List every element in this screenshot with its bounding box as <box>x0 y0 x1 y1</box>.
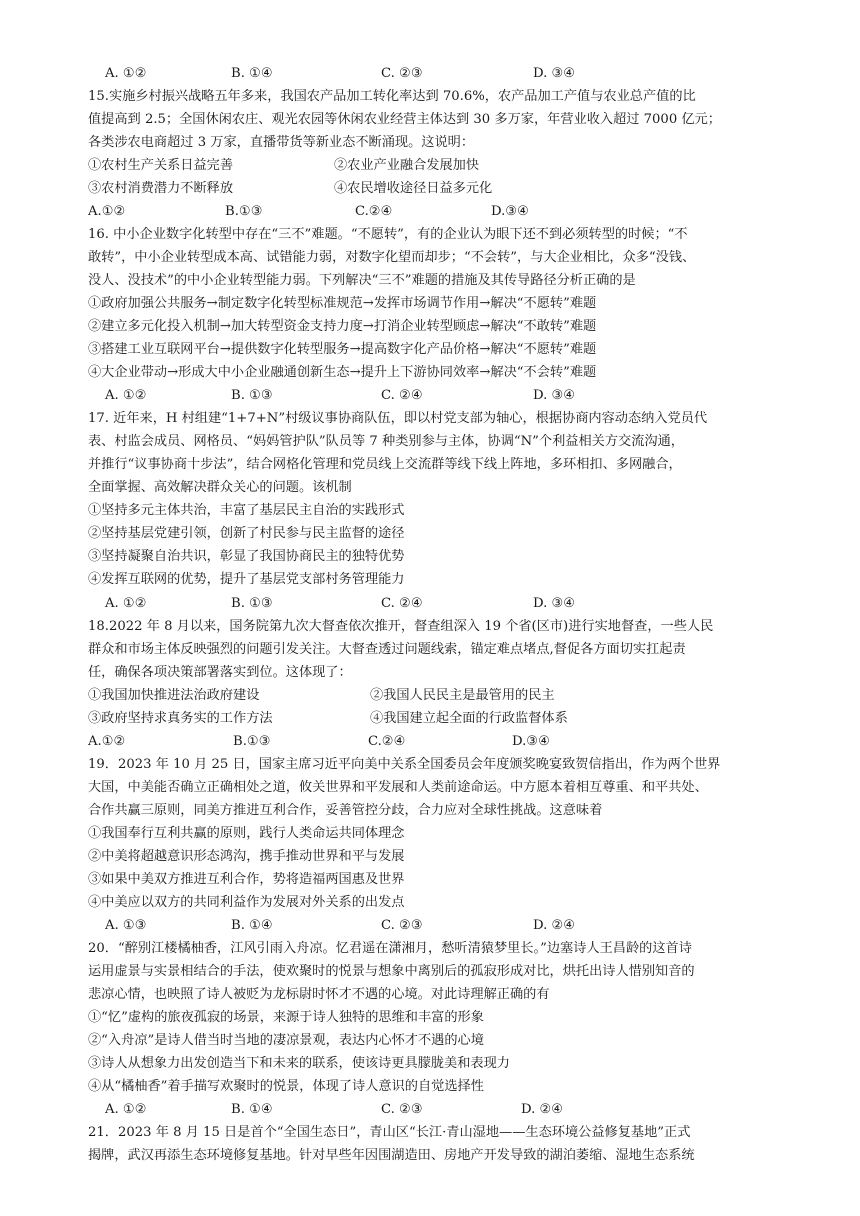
q15-option-a[interactable]: A.①② <box>88 204 126 219</box>
q18-item-1: ①我国加快推进法治政府建设 <box>88 688 260 703</box>
q16-item-4: ④大企业带动→形成大中小企业融通创新生态→提升上下游协同效率→解决“不会转”难题 <box>88 365 597 380</box>
q16-item-1: ①政府加强公共服务→制定数字化转型标准规范→发挥市场调节作用→解决“不愿转”难题 <box>88 296 597 311</box>
q15-item-1: ①农村生产关系日益完善 <box>88 158 234 173</box>
q14-option-b[interactable]: B. ①④ <box>231 66 273 81</box>
q19-item-2: ②中美将超越意识形态鸿沟，携手推动世界和平与发展 <box>88 849 405 864</box>
q15-item-2: ②农业产业融合发展加快 <box>334 158 480 173</box>
q17-item-4: ④发挥互联网的优势，提升了基层党支部村务管理能力 <box>88 572 405 587</box>
q15-options <box>88 200 788 223</box>
q15-option-b[interactable]: B.①③ <box>225 204 263 219</box>
q18-options <box>88 730 788 753</box>
q18-stem-line: 群众和市场主体反映强烈的问题引发关注。大督查透过问题线索，锚定难点堵点,督促各方面切实扛起责 <box>88 642 686 657</box>
q19-options <box>88 914 788 937</box>
q16-option-a[interactable]: A. ①② <box>105 388 147 403</box>
q18-item-4: ④我国建立起全面的行政监督体系 <box>370 711 568 726</box>
q17-options <box>88 592 788 615</box>
q20-stem-line: 悲凉心情，也映照了诗人被贬为龙标尉时怀才不遇的心境。对此诗理解正确的有 <box>88 987 550 1002</box>
q16-stem-line: 没人、没技术”的中小企业转型能力弱。下列解决“三不”难题的措施及其传导路径分析正确的是 <box>88 273 636 288</box>
q14-option-c[interactable]: C. ②③ <box>381 66 423 81</box>
q18-stem-line: 任，确保各项决策部署落实到位。这体现了： <box>88 665 352 680</box>
q17-option-a[interactable]: A. ①② <box>105 596 147 611</box>
q18-items-row <box>88 707 788 730</box>
q15-item-3: ③农村消费潜力不断释放 <box>88 181 234 196</box>
q19-option-c[interactable]: C. ②③ <box>381 918 423 933</box>
q15-items-row <box>88 154 788 177</box>
q18-option-a[interactable]: A.①② <box>88 734 126 749</box>
q21-stem-line: 揭牌，武汉再添生态环境修复基地。针对早些年因围湖造田、房地产开发导致的湖泊萎缩、湿地生态系统 <box>88 1148 695 1163</box>
q16-option-b[interactable]: B. ①③ <box>231 388 273 403</box>
q20-item-3: ③诗人从想象力出发创造当下和未来的联系，使该诗更具朦胧美和表现力 <box>88 1056 510 1071</box>
q19-item-3: ③如果中美双方推进互利合作，势将造福两国惠及世界 <box>88 872 405 887</box>
q19-item-4: ④中美应以双方的共同利益作为发展对外关系的出发点 <box>88 895 405 910</box>
q18-item-2: ②我国人民民主是最管用的民主 <box>370 688 555 703</box>
q15-option-d[interactable]: D.③④ <box>491 204 529 219</box>
q16-stem-line: 16. 中小企业数字化转型中存在“三不”难题。“不愿转”，有的企业认为眼下还不到必须转型的时候；“不 <box>88 227 688 242</box>
q17-item-2: ②坚持基层党建引领，创新了村民参与民主监督的途径 <box>88 526 405 541</box>
q17-stem-line: 全面掌握、高效解决群众关心的问题。该机制 <box>88 480 352 495</box>
q20-item-2: ②“入舟凉”是诗人借当时当地的凄凉景观，表达内心怀才不遇的心境 <box>88 1033 484 1048</box>
q20-option-a[interactable]: A. ①② <box>105 1102 147 1117</box>
q17-item-1: ①坚持多元主体共治，丰富了基层民主自治的实践形式 <box>88 503 405 518</box>
q20-item-4: ④从“橘柚香”着手描写欢聚时的悦景，体现了诗人意识的自觉选择性 <box>88 1079 484 1094</box>
q19-option-a[interactable]: A. ①③ <box>105 918 147 933</box>
q15-item-4: ④农民增收途径日益多元化 <box>334 181 493 196</box>
q18-stem-line: 18.2022 年 8 月以来，国务院第九次大督查依次推开，督查组深入 19 个省(区市)进行实地督查，一些人民 <box>88 619 714 634</box>
q16-options <box>88 384 788 407</box>
q19-stem-line: 大国，中美能否确立正确相处之道，攸关世界和平发展和人类前途命运。中方愿本着相互尊重、和平共处、 <box>88 780 708 795</box>
q17-option-c[interactable]: C. ②④ <box>381 596 423 611</box>
q18-option-d[interactable]: D.③④ <box>512 734 550 749</box>
q20-option-b[interactable]: B. ①④ <box>231 1102 273 1117</box>
q16-option-c[interactable]: C. ②④ <box>381 388 423 403</box>
q17-stem-line: 17. 近年来，H 村组建“1+7+N”村级议事协商队伍，即以村党支部为轴心，根据协商内容动态纳入党员代 <box>88 411 708 426</box>
q16-item-2: ②建立多元化投入机制→加大转型资金支持力度→打消企业转型顾虑→解决“不敢转”难题 <box>88 319 597 334</box>
q20-option-d[interactable]: D. ②④ <box>521 1102 564 1117</box>
q19-item-1: ①我国奉行互利共赢的原则，践行人类命运共同体理念 <box>88 826 405 841</box>
q18-option-b[interactable]: B.①③ <box>233 734 271 749</box>
q15-stem-line: 值提高到 2.5；全国休闲农庄、观光农园等休闲农业经营主体达到 30 多万家，年营业收入超过 7000 亿元； <box>88 112 721 127</box>
q20-stem-line: 20．“醉别江楼橘柚香，江风引雨入舟凉。忆君遥在潇湘月，愁听清猿梦里长。”边塞诗人王昌龄的这首诗 <box>88 941 692 956</box>
q16-stem-line: 敢转”，中小企业转型成本高、试错能力弱，对数字化望而却步；“不会转”，与大企业相比，众多“没钱、 <box>88 250 696 265</box>
q14-option-a[interactable]: A. ①② <box>105 66 147 81</box>
q16-item-3: ③搭建工业互联网平台→提供数字化转型服务→提高数字化产品价格→解决“不愿转”难题 <box>88 342 597 357</box>
q19-option-d[interactable]: D. ②④ <box>533 918 576 933</box>
q17-stem-line: 并推行“议事协商十步法”，结合网格化管理和党员线上交流群等线下线上阵地，多环相扣、多网融合， <box>88 457 682 472</box>
q14-option-d[interactable]: D. ③④ <box>533 66 576 81</box>
q17-option-b[interactable]: B. ①③ <box>231 596 273 611</box>
q17-item-3: ③坚持凝聚自治共识，彰显了我国协商民主的独特优势 <box>88 549 405 564</box>
q21-stem-line: 21．2023 年 8 月 15 日是首个“全国生态日”，青山区“长江·青山湿地——生态环境公益修复基地”正式 <box>88 1125 691 1140</box>
q18-item-3: ③政府坚持求真务实的工作方法 <box>88 711 273 726</box>
q20-stem-line: 运用虚景与实景相结合的手法，使欢聚时的悦景与想象中离别后的孤寂形成对比，烘托出诗人惜别知音的 <box>88 964 695 979</box>
q15-stem-line: 各类涉农电商超过 3 万家，直播带货等新业态不断涌现。这说明： <box>88 135 475 150</box>
q19-stem-line: 19．2023 年 10 月 25 日，国家主席习近平向美中关系全国委员会年度颁奖晚宴致贺信指出，作为两个世界 <box>88 757 721 772</box>
q19-option-b[interactable]: B. ①④ <box>231 918 273 933</box>
q15-items-row <box>88 177 788 200</box>
q19-stem-line: 合作共赢三原则，同美方推进互利合作，妥善管控分歧，合力应对全球性挑战。这意味着 <box>88 803 603 818</box>
q15-stem-line: 15.实施乡村振兴战略五年多来，我国农产品加工转化率达到 70.6%，农产品加工产值与农业总产值的比 <box>88 89 696 104</box>
q20-options <box>88 1098 788 1121</box>
q20-item-1: ①“忆”虚构的旅夜孤寂的场景，来源于诗人独特的思维和丰富的形象 <box>88 1010 484 1025</box>
q16-option-d[interactable]: D. ③④ <box>533 388 576 403</box>
q17-stem-line: 表、村监会成员、网格员、“妈妈管护队”队员等 7 种类别参与主体，协调“N”个利益相关方交流沟通， <box>88 434 684 449</box>
q20-option-c[interactable]: C. ②③ <box>381 1102 423 1117</box>
q18-option-c[interactable]: C.②④ <box>368 734 406 749</box>
q18-items-row <box>88 684 788 707</box>
q14-options <box>88 62 788 85</box>
q15-option-c[interactable]: C.②④ <box>355 204 393 219</box>
q17-option-d[interactable]: D. ③④ <box>533 596 576 611</box>
